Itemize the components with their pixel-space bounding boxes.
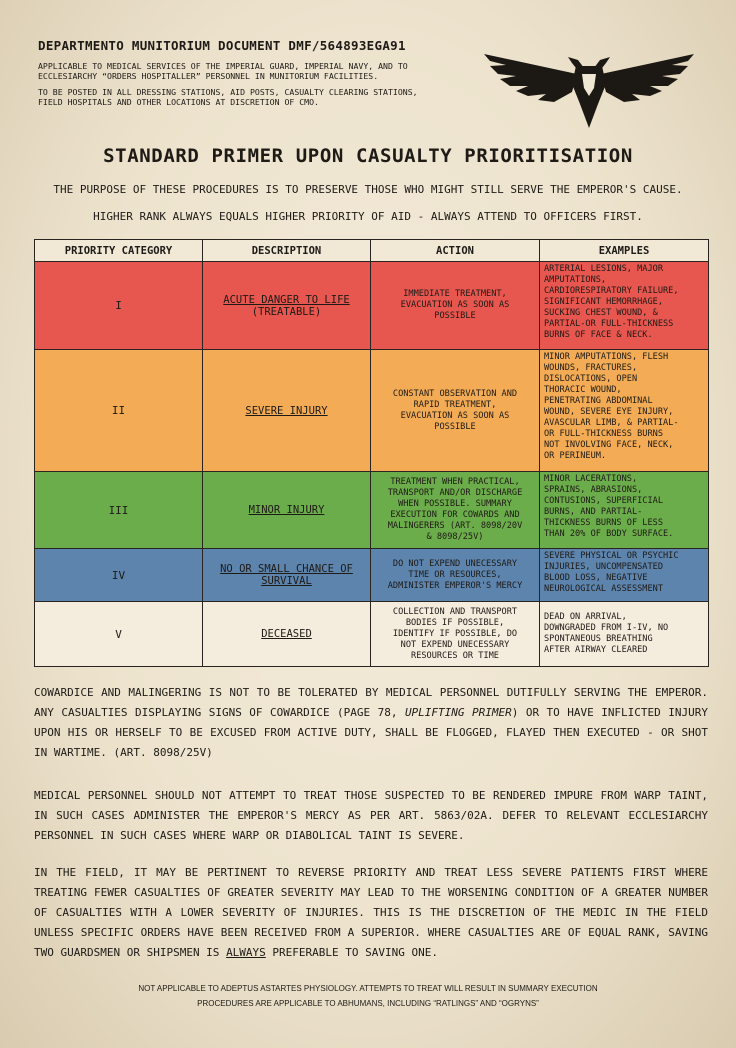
priority-category: II bbox=[35, 350, 203, 472]
paragraph-text: ) OR TO HAVE INFLICTED INJURY UPON HIS OR HERSELF TO BE EXCUSED FROM ACTIVE DUTY, SHALL BE FLOGGED, FLAYED THEN EXECUTED - OR SHOT IN WARTIME. (ART. 8098/25V) bbox=[34, 706, 708, 759]
example-line: DOWNGRADED FROM I-IV, NO bbox=[544, 623, 669, 633]
example-line: BURNS, AND PARTIAL- bbox=[544, 507, 643, 517]
field-priority-paragraph bbox=[34, 863, 708, 963]
description-line: MINOR INJURY bbox=[248, 504, 325, 516]
posting-line: TO BE POSTED IN ALL DRESSING STATIONS, AID POSTS, CASUALTY CLEARING STATIONS, bbox=[38, 87, 418, 97]
posting-line: FIELD HOSPITALS AND OTHER LOCATIONS AT DISCRETION OF CMO. bbox=[38, 97, 319, 107]
priority-action bbox=[371, 350, 540, 472]
example-line: SEVERE PHYSICAL OR PSYCHIC bbox=[544, 551, 679, 561]
example-line: WOUNDS, FRACTURES, bbox=[544, 363, 638, 373]
priority-table bbox=[34, 239, 709, 667]
action-line: TIME OR RESOURCES, bbox=[408, 569, 502, 580]
example-line: OR PERINEUM. bbox=[544, 451, 607, 461]
action-line: POSSIBLE bbox=[434, 311, 476, 321]
example-line: NOT INVOLVING FACE, NECK, bbox=[544, 440, 674, 450]
action-line: POSSIBLE bbox=[434, 421, 476, 432]
cowardice-paragraph bbox=[34, 683, 708, 763]
action-line: WHEN POSSIBLE. SUMMARY bbox=[398, 499, 512, 509]
example-line: THORACIC WOUND, bbox=[544, 385, 622, 395]
table-header-row bbox=[35, 240, 709, 262]
action-line: & 8098/25V) bbox=[426, 532, 484, 542]
example-line: AMPUTATIONS, bbox=[544, 275, 607, 285]
aquila-eagle-icon bbox=[476, 44, 702, 130]
priority-examples bbox=[540, 262, 709, 350]
paragraph-text: IN THE FIELD, IT MAY BE PERTINENT TO REVERSE PRIORITY AND TREAT LESS SEVERE PATIENTS FIRST WHERE TREATING FEWER CASUALTIES OF GREATER SEVERITY MAY LEAD TO THE WORSENING CONDITION OF A GREATER NUMBER OF CASUALTIES WITH A LOWER SEVERITY OF INJURIES. THIS IS THE DISCRETION OF THE MEDIC IN THE FIELD UNLESS SPECIFIC ORDERS HAVE BEEN RECEIVED FROM A SUPERIOR. WHERE CASUALTIES ARE OF EQUAL RANK, SAVING TWO GUARDSMEN OR SHIPSMEN IS bbox=[34, 866, 708, 959]
priority-action bbox=[371, 549, 540, 602]
priority-category: V bbox=[35, 602, 203, 667]
priority-action bbox=[371, 262, 540, 350]
example-line: OR FULL-THICKNESS BURNS bbox=[544, 429, 663, 439]
applicability-note bbox=[38, 61, 458, 81]
description-line: (TREATABLE) bbox=[251, 305, 322, 318]
priority-examples bbox=[540, 549, 709, 602]
table-row bbox=[35, 350, 709, 472]
action-line: COLLECTION AND TRANSPORT bbox=[392, 606, 518, 617]
description-line: ACUTE DANGER TO LIFE bbox=[223, 293, 350, 306]
action-line: RAPID TREATMENT, bbox=[413, 399, 497, 410]
priority-action bbox=[371, 602, 540, 667]
action-line: NOT EXPEND UNECESSARY bbox=[400, 639, 510, 650]
priority-description bbox=[203, 602, 371, 667]
document-id-title: DEPARTMENTO MUNITORIUM DOCUMENT DMF/564893EGA91 bbox=[38, 38, 406, 53]
example-line: SPONTANEOUS BREATHING bbox=[544, 634, 653, 644]
action-line: IDENTIFY IF POSSIBLE, DO bbox=[392, 628, 518, 639]
example-line: CONTUSIONS, SUPERFICIAL bbox=[544, 496, 663, 506]
example-line: PENETRATING ABDOMINAL bbox=[544, 396, 653, 406]
example-line: AFTER AIRWAY CLEARED bbox=[544, 645, 648, 655]
example-line: BURNS OF FACE & NECK. bbox=[544, 330, 653, 340]
example-line: SPRAINS, ABRASIONS, bbox=[544, 485, 643, 495]
example-line: BLOOD LOSS, NEGATIVE bbox=[544, 573, 648, 583]
purpose-statement: THE PURPOSE OF THESE PROCEDURES IS TO PRESERVE THOSE WHO MIGHT STILL SERVE THE EMPEROR'S CAUSE. bbox=[53, 183, 683, 196]
priority-category: III bbox=[35, 472, 203, 549]
example-line: CARDIORESPIRATORY FAILURE, bbox=[544, 286, 679, 296]
priority-action bbox=[371, 472, 540, 549]
example-line: AVASCULAR LIMB, & PARTIAL- bbox=[544, 418, 679, 428]
header-description: DESCRIPTION bbox=[203, 240, 371, 262]
uplifting-primer-reference: UPLIFTING PRIMER bbox=[404, 706, 512, 719]
example-line: ARTERIAL LESIONS, MAJOR bbox=[544, 264, 663, 274]
example-line: DEAD ON ARRIVAL, bbox=[544, 612, 627, 622]
paragraph-text: PREFERABLE TO SAVING ONE. bbox=[265, 946, 438, 959]
example-line: WOUND, SEVERE EYE INJURY, bbox=[544, 407, 674, 417]
action-line: IMMEDIATE TREATMENT, bbox=[403, 289, 507, 299]
priority-description bbox=[203, 472, 371, 549]
paragraph-text: COWARDICE AND MALINGERING IS NOT TO BE TOLERATED BY MEDICAL PERSONNEL DUTIFULLY SERVING THE EMPEROR. ANY CASUALTIES DISPLAYING SIGNS OF COWARDICE (PAGE 78, bbox=[34, 686, 708, 719]
example-line: THAN 20% OF BODY SURFACE. bbox=[544, 529, 674, 539]
example-line: NEUROLOGICAL ASSESSMENT bbox=[544, 584, 663, 594]
description-line: SURVIVAL bbox=[261, 575, 312, 587]
action-line: EVACUATION AS SOON AS bbox=[400, 410, 510, 421]
priority-description bbox=[203, 262, 371, 350]
action-line: CONSTANT OBSERVATION AND bbox=[392, 388, 518, 399]
example-line: MINOR LACERATIONS, bbox=[544, 474, 638, 484]
description-line: DECEASED bbox=[261, 628, 312, 640]
action-line: TREATMENT WHEN PRACTICAL, bbox=[390, 477, 520, 487]
action-line: MALINGERERS (ART. 8098/20V bbox=[387, 521, 523, 531]
header-action: ACTION bbox=[371, 240, 540, 262]
description-line: NO OR SMALL CHANCE OF bbox=[220, 563, 353, 575]
action-line: ADMINISTER EMPEROR'S MERCY bbox=[387, 580, 523, 591]
example-line: PARTIAL-OR FULL-THICKNESS bbox=[544, 319, 674, 329]
priority-category: IV bbox=[35, 549, 203, 602]
table-row bbox=[35, 472, 709, 549]
example-line: MINOR AMPUTATIONS, FLESH bbox=[544, 352, 669, 362]
example-line: SIGNIFICANT HEMORRHAGE, bbox=[544, 297, 663, 307]
priority-examples bbox=[540, 472, 709, 549]
priority-examples bbox=[540, 350, 709, 472]
header-examples: EXAMPLES bbox=[540, 240, 709, 262]
priority-category: I bbox=[35, 262, 203, 350]
always-emphasis: ALWAYS bbox=[226, 946, 266, 959]
table-row bbox=[35, 262, 709, 350]
document-header bbox=[38, 38, 458, 113]
posting-note bbox=[38, 87, 458, 107]
header-priority-category: PRIORITY CATEGORY bbox=[35, 240, 203, 262]
page-title: STANDARD PRIMER UPON CASUALTY PRIORITISATION bbox=[103, 145, 633, 167]
action-line: EVACUATION AS SOON AS bbox=[400, 300, 510, 310]
example-line: THICKNESS BURNS OF LESS bbox=[544, 518, 663, 528]
action-line: EXECUTION FOR COWARDS AND bbox=[390, 510, 520, 520]
example-line: INJURIES, UNCOMPENSATED bbox=[544, 562, 663, 572]
action-line: RESOURCES OR TIME bbox=[411, 650, 499, 661]
warp-taint-paragraph: MEDICAL PERSONNEL SHOULD NOT ATTEMPT TO TREAT THOSE SUSPECTED TO BE RENDERED IMPURE FROM WARP TAINT, IN SUCH CASES ADMINISTER THE EMPEROR'S MERCY AS PER ART. 5863/02A. DEFER TO RELEVANT ECCLESIARCHY PERSONNEL IN SUCH CASES WHERE WARP OR DIABOLICAL TAINT IS SEVERE. bbox=[34, 789, 708, 842]
applicability-line: ECCLESIARCHY “ORDERS HOSPITALLER” PERSONNEL IN MUNITORIUM FACILITIES. bbox=[38, 71, 379, 81]
description-line: SEVERE INJURY bbox=[245, 404, 328, 417]
table-row bbox=[35, 549, 709, 602]
table-row bbox=[35, 602, 709, 667]
action-line: BODIES IF POSSIBLE, bbox=[405, 617, 505, 628]
priority-examples bbox=[540, 602, 709, 667]
example-line: SUCKING CHEST WOUND, & bbox=[544, 308, 658, 318]
footer-astartes-note: NOT APPLICABLE TO ADEPTUS ASTARTES PHYSIOLOGY. ATTEMPTS TO TREAT WILL RESULT IN SUMMARY EXECUTION bbox=[138, 984, 598, 993]
action-line: DO NOT EXPEND UNECESSARY bbox=[392, 558, 518, 569]
rank-statement: HIGHER RANK ALWAYS EQUALS HIGHER PRIORITY OF AID - ALWAYS ATTEND TO OFFICERS FIRST. bbox=[93, 210, 643, 223]
action-line: TRANSPORT AND/OR DISCHARGE bbox=[387, 488, 523, 498]
priority-description bbox=[203, 350, 371, 472]
example-line: DISLOCATIONS, OPEN bbox=[544, 374, 638, 384]
applicability-line: APPLICABLE TO MEDICAL SERVICES OF THE IMPERIAL GUARD, IMPERIAL NAVY, AND TO bbox=[38, 61, 408, 71]
footer-abhumans-note: PROCEDURES ARE APPLICABLE TO ABHUMANS, INCLUDING “RATLINGS” AND “OGRYNS” bbox=[197, 999, 539, 1008]
priority-description bbox=[203, 549, 371, 602]
